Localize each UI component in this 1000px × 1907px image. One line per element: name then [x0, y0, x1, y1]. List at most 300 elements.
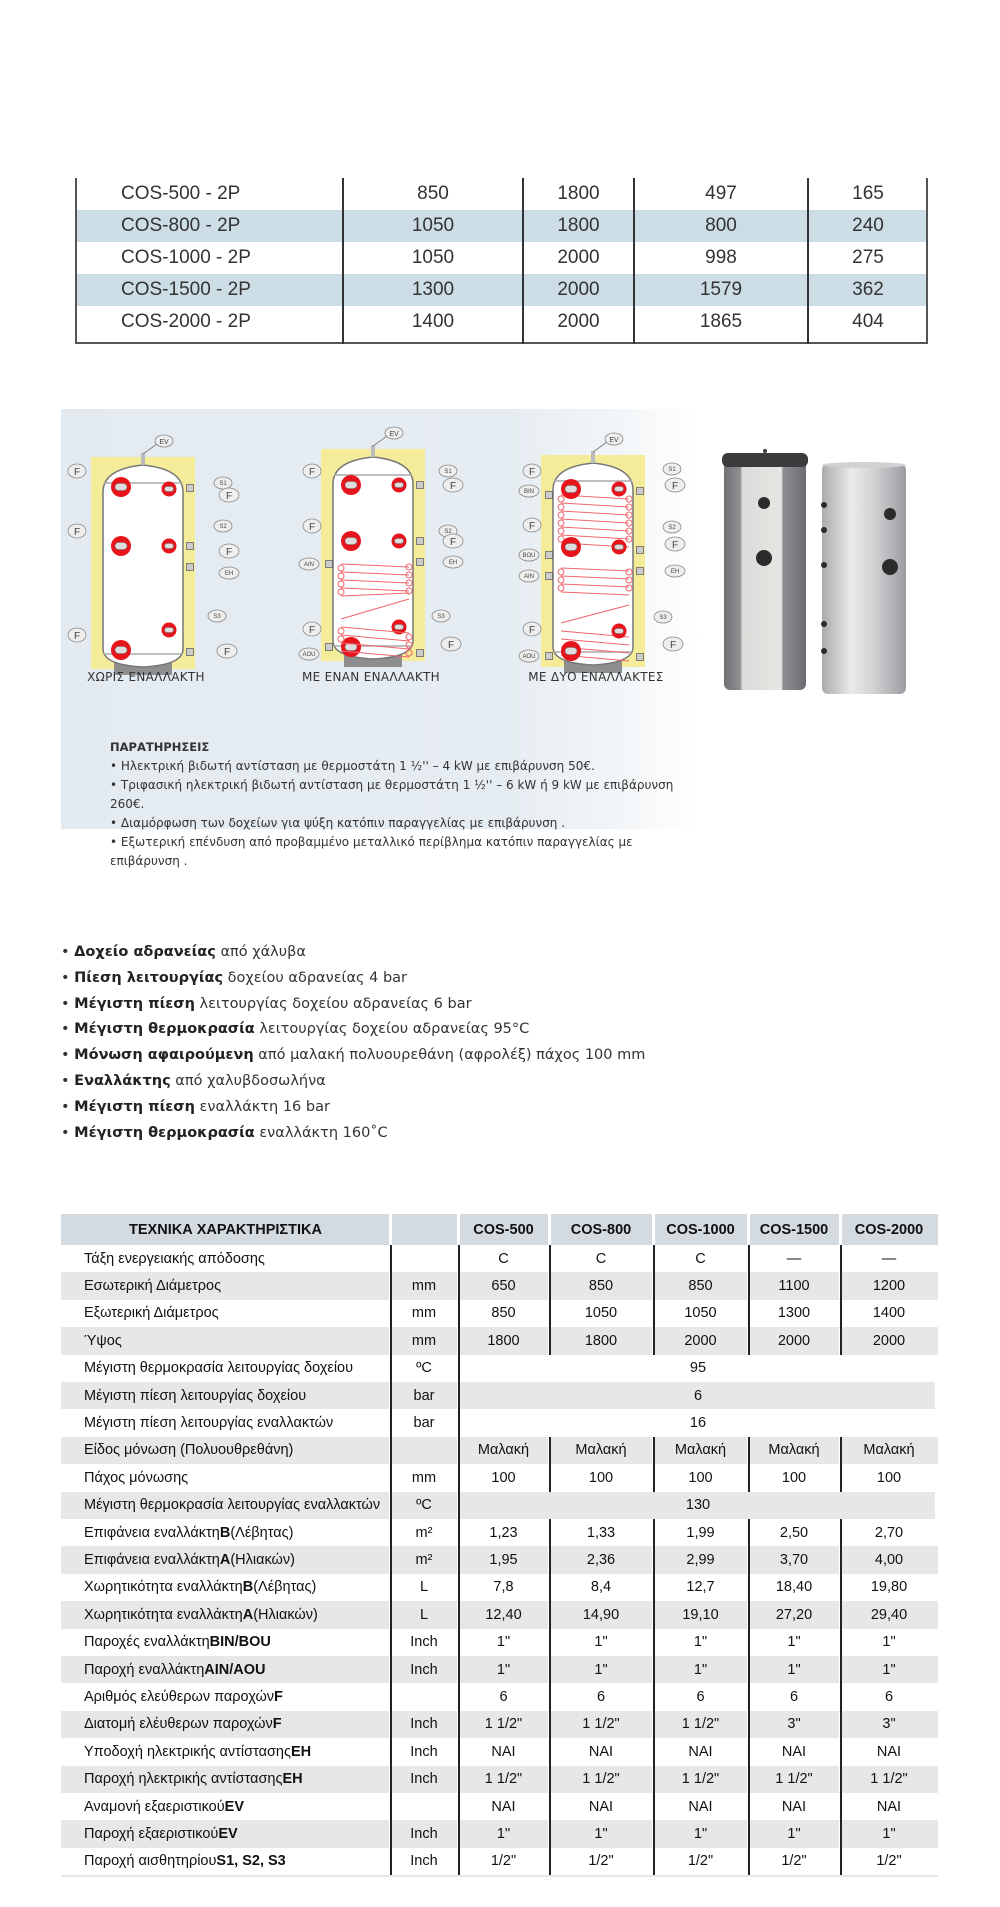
list-item: • Μέγιστη θερμοκρασία λειτουργίας δοχείου αδρανείας 95°C: [61, 1021, 530, 1038]
spec-value: Μαλακή: [768, 1442, 820, 1459]
feature-bold: Μέγιστη θερμοκρασία: [74, 1124, 255, 1141]
spec-value: 4,00: [874, 1552, 904, 1569]
spec-label-text: Παροχή εναλλάκτη: [84, 1661, 205, 1678]
spec-label-text: Αριθμός ελεύθερων παροχών: [84, 1689, 275, 1706]
header-diameter-unit: (mm): [414, 149, 452, 165]
spec-label: [61, 1437, 390, 1464]
spec-value-span: 16: [689, 1415, 707, 1432]
spec-value: 1/2": [781, 1853, 807, 1870]
spec-value: 2000: [872, 1332, 906, 1349]
caption-no-exchanger-text: ΧΩΡΙΣ ΕΝΑΛΛΑΚΤΗ: [87, 670, 205, 684]
spec-value: 1 1/2": [681, 1716, 720, 1733]
svg-text:F: F: [308, 467, 316, 478]
column-divider: [840, 1738, 842, 1765]
column-divider: [549, 1820, 551, 1847]
spec-value: 1800: [584, 1332, 618, 1349]
spec-value: —: [786, 1250, 802, 1267]
spec-value: 1,33: [586, 1524, 616, 1541]
feature-bold: Μέγιστη πίεση: [74, 1098, 195, 1115]
svg-text:S2: S2: [219, 524, 227, 530]
column-divider: [840, 1272, 842, 1299]
spec-value: 2,70: [874, 1524, 904, 1541]
spec-value: 19,10: [682, 1606, 719, 1623]
cell-code: COS-1000 - 2P: [121, 247, 251, 268]
column-divider: [458, 1711, 460, 1738]
column-divider: [549, 1574, 551, 1601]
spec-unit: L: [419, 1579, 429, 1596]
column-divider: [840, 1820, 842, 1847]
column-divider: [549, 1245, 551, 1272]
svg-text:S3: S3: [659, 615, 667, 621]
spec-label: [61, 1848, 390, 1875]
header-divider: [347, 118, 627, 121]
column-divider: [390, 1601, 392, 1628]
column-divider: [653, 1820, 655, 1847]
spec-value: Μαλακή: [674, 1442, 727, 1459]
spec-unit: Inch: [410, 1716, 438, 1733]
svg-text:BOU: BOU: [522, 553, 536, 559]
table-row: [61, 1766, 938, 1793]
column-divider: [390, 1492, 392, 1519]
column-divider: [458, 1300, 460, 1327]
spec-header-row: [61, 1214, 938, 1245]
spec-value: C: [498, 1250, 509, 1267]
spec-value: 3": [787, 1716, 801, 1733]
column-divider: [549, 1766, 551, 1793]
cell-diameter: 1400: [411, 311, 455, 332]
feature-text: λειτουργίας δοχείου αδρανείας 6 bar: [194, 995, 472, 1012]
svg-text:AOU: AOU: [302, 652, 316, 658]
cell-diameter: 850: [417, 183, 449, 204]
spec-value: 2000: [777, 1332, 811, 1349]
column-divider: [390, 1848, 392, 1875]
svg-text:S2: S2: [444, 529, 452, 535]
spec-value: 1": [787, 1634, 801, 1651]
spec-label-suffix: (Λέβητας): [253, 1579, 317, 1596]
spec-value-span: 95: [689, 1360, 707, 1377]
column-divider: [458, 1327, 460, 1354]
cell-code: COS-500 - 2P: [121, 183, 241, 204]
spec-label-bold: A: [242, 1606, 254, 1623]
column-divider: [653, 1656, 655, 1683]
svg-text:F: F: [449, 537, 457, 548]
table-row: [61, 1492, 938, 1519]
spec-label: [61, 1601, 390, 1628]
svg-text:BIN: BIN: [523, 489, 535, 495]
spec-unit: mm: [411, 1278, 437, 1295]
spec-unit: [390, 1245, 458, 1272]
spec-label: [61, 1711, 390, 1738]
spec-value: 1100: [778, 1278, 810, 1295]
svg-text:F: F: [73, 631, 81, 642]
column-divider: [458, 1519, 460, 1546]
model-header: COS-1500: [759, 1221, 829, 1238]
column-divider: [458, 1601, 460, 1628]
header-height-label: ΥΨΟΣ: [557, 131, 600, 148]
feature-bold: Πίεση λειτουργίας: [74, 969, 224, 986]
column-divider: [748, 1245, 750, 1272]
spec-label-text: Παροχή εξαεριστικού: [84, 1826, 219, 1843]
column-divider: [748, 1848, 750, 1875]
cell-capacity: 1865: [699, 311, 743, 332]
spec-label-bold: F: [272, 1716, 282, 1733]
column-divider: [633, 178, 635, 344]
tank-diagrams: EV FFF FFF FFF FFF FFF FFF S1S2S3EH AINAOU S1S2S3EH BINBOUAINAOU S1S2S3EH: [61, 409, 701, 729]
column-divider: [549, 1546, 551, 1573]
spec-value: 850: [491, 1305, 516, 1322]
spec-unit: m²: [415, 1524, 433, 1541]
svg-text:F: F: [308, 522, 316, 533]
list-item: • Πίεση λειτουργίας δοχείου αδρανείας 4 bar: [61, 969, 408, 986]
column-divider: [390, 1629, 392, 1656]
spec-value: 19,80: [870, 1579, 908, 1596]
spec-value: 12,40: [485, 1606, 522, 1623]
column-divider: [458, 1464, 460, 1491]
column-divider: [458, 1437, 460, 1464]
column-divider: [549, 1601, 551, 1628]
spec-value: 3": [882, 1716, 896, 1733]
column-divider: [522, 178, 524, 344]
column-divider: [748, 1300, 750, 1327]
column-divider: [840, 1601, 842, 1628]
spec-label: [61, 1245, 390, 1272]
header-height-unit: (mm): [560, 149, 597, 165]
column-divider: [840, 1574, 842, 1601]
table-row: [61, 1711, 938, 1738]
svg-text:F: F: [225, 547, 233, 558]
column-divider: [840, 1683, 842, 1710]
spec-label-text: Χωρητικότητα εναλλάκτη: [84, 1579, 243, 1596]
column-divider: [390, 1820, 392, 1847]
spec-value: 1": [693, 1826, 708, 1843]
svg-text:S3: S3: [437, 614, 445, 620]
spec-value: 850: [588, 1278, 614, 1295]
spec-value: 1,99: [686, 1524, 715, 1541]
spec-value: 1": [882, 1826, 896, 1843]
spec-value: 3,70: [779, 1552, 809, 1569]
column-divider: [807, 178, 809, 344]
column-divider: [390, 1546, 392, 1573]
column-divider: [653, 1629, 655, 1656]
spec-label: [61, 1272, 390, 1299]
spec-label-text: Εξωτερική Διάμετρος: [84, 1305, 219, 1322]
spec-value: 2000: [684, 1332, 717, 1349]
spec-value: 1/2": [490, 1853, 517, 1870]
caption-two-exchangers: ΜΕ ΔΥΟ ΕΝΑΛΛΑΚΤΕΣ: [528, 670, 664, 684]
spec-value: NAI: [491, 1798, 516, 1815]
spec-unit: [390, 1437, 458, 1464]
feature-bold: Μέγιστη πίεση: [74, 995, 195, 1012]
column-divider: [748, 1464, 750, 1491]
column-divider: [390, 1519, 392, 1546]
dimensions-table: [75, 73, 928, 344]
list-item: • Μέγιστη θερμοκρασία εναλλάκτη 160˚C: [61, 1124, 388, 1141]
model-header: COS-1000: [666, 1221, 735, 1238]
header-code: ΚΩΔΙΚΟΣ: [168, 115, 250, 135]
spec-value: 6: [499, 1689, 508, 1706]
spec-label: [61, 1656, 390, 1683]
spec-label-text: Παροχή αισθητηρίου: [84, 1853, 217, 1870]
feature-text: από χάλυβα: [215, 944, 306, 960]
spec-value: 1": [594, 1826, 608, 1843]
svg-text:F: F: [671, 481, 679, 492]
spec-unit: Inch: [410, 1743, 438, 1760]
spec-value: 2,99: [686, 1552, 715, 1569]
spec-label-text: Παροχές εναλλάκτη: [84, 1634, 210, 1651]
spec-label: [61, 1382, 390, 1409]
header-divider: [342, 76, 345, 178]
spec-label-bold: AIN/AOU: [204, 1661, 266, 1678]
spec-label-bold: S1, S2, S3: [216, 1853, 286, 1870]
column-divider: [748, 1793, 750, 1820]
svg-text:F: F: [223, 647, 231, 658]
column-divider: [840, 1546, 842, 1573]
tank-one-exchanger: [321, 427, 425, 667]
feature-bold: Δοχείο αδρανείας: [74, 944, 216, 960]
cell-height: 1800: [557, 183, 600, 204]
column-divider: [748, 1574, 750, 1601]
spec-label: [61, 1574, 390, 1601]
spec-value-span: 6: [693, 1387, 703, 1404]
header-weight-label: ΒΑΡΟΣ: [838, 106, 898, 124]
svg-text:EH: EH: [670, 569, 680, 575]
cell-capacity: 1579: [699, 279, 743, 300]
cell-gap: [935, 1355, 938, 1382]
note-item: • Τριφασική ηλεκτρική βιδωτή αντίσταση με θερμοστάτη 1 ½'' – 6 kW ή 9 kW με επιβάρυνση 260€.: [110, 778, 674, 811]
column-divider: [549, 1464, 551, 1491]
column-divider: [390, 1766, 392, 1793]
cell-diameter: 1050: [411, 247, 455, 268]
spec-value-span: 130: [685, 1497, 711, 1514]
spec-value: NAI: [876, 1743, 902, 1760]
column-divider: [458, 1245, 460, 1272]
spec-value: 1 1/2": [775, 1771, 813, 1788]
column-divider: [458, 1820, 460, 1847]
spec-label-suffix: (Ηλιακών): [230, 1552, 295, 1569]
column-divider: [458, 1848, 460, 1875]
spec-value: 1 1/2": [681, 1771, 720, 1788]
svg-text:S2: S2: [668, 525, 676, 531]
spec-value: 1": [594, 1661, 608, 1678]
list-item: • Μόνωση αφαιρούμενη από μαλακή πολυουρεθάνη (αφρολέξ) πάχος 100 mm: [61, 1047, 646, 1064]
table-row: [61, 1464, 938, 1491]
spec-unit: bar: [413, 1387, 435, 1404]
column-divider: [390, 1464, 392, 1491]
column-divider: [549, 1656, 551, 1683]
table-row: [61, 1601, 938, 1628]
spec-value: 1": [787, 1826, 801, 1843]
table-row: [61, 1629, 938, 1656]
spec-unit: Inch: [410, 1661, 438, 1678]
spec-label-text: Επιφάνεια εναλλάκτη: [84, 1524, 220, 1541]
cell-weight: 165: [852, 183, 884, 204]
spec-value: Μαλακή: [863, 1442, 915, 1459]
header-divider: [807, 76, 810, 178]
spec-label-bold: EH: [282, 1771, 303, 1788]
header-diameter-label: ΔΙΑΜΕΤΡΟΣ: [389, 131, 477, 148]
column-divider: [390, 1245, 392, 1272]
cell-gap: [935, 1409, 938, 1436]
notes-section: [110, 738, 701, 871]
column-divider: [458, 1382, 460, 1409]
table-row: [61, 1848, 938, 1875]
table-row: [61, 1546, 938, 1573]
column-divider: [458, 1793, 460, 1820]
cell-gap: [935, 1382, 938, 1409]
spec-label-bold: B: [219, 1524, 231, 1541]
spec-value: 1": [882, 1634, 896, 1651]
table-row: [61, 1656, 938, 1683]
unit-header: [390, 1214, 458, 1245]
feature-text: από μαλακή πολυουρεθάνη (αφρολέξ) πάχος 100 mm: [253, 1047, 646, 1064]
column-divider: [390, 1793, 392, 1820]
diagram-panel: [61, 409, 701, 868]
header-gap: [457, 1214, 460, 1245]
svg-text:AIN: AIN: [523, 574, 535, 580]
header-divider: [522, 120, 525, 178]
spec-value: 1050: [584, 1305, 618, 1322]
column-divider: [549, 1629, 551, 1656]
table-row: [61, 1683, 938, 1710]
spec-value: 1,23: [489, 1524, 518, 1541]
table-row: [61, 1519, 938, 1546]
spec-value: 1800: [487, 1332, 520, 1349]
spec-value: 100: [876, 1469, 902, 1486]
model-header: COS-2000: [854, 1221, 924, 1238]
table-row: [61, 1382, 938, 1409]
column-divider: [840, 1793, 842, 1820]
spec-label-text: Μέγιστη πίεση λειτουργίας δοχείου: [84, 1387, 307, 1404]
spec-label-text: Αναμονή εξαεριστικού: [84, 1798, 225, 1815]
column-divider: [458, 1738, 460, 1765]
cell-height: 2000: [557, 247, 600, 268]
spec-value: 1 1/2": [484, 1716, 523, 1733]
column-divider: [653, 1327, 655, 1354]
cell-capacity: 998: [705, 247, 737, 268]
spec-value: C: [695, 1250, 706, 1267]
column-divider: [653, 1711, 655, 1738]
spec-value: 29,40: [870, 1606, 908, 1623]
cell-diameter: 1050: [411, 215, 455, 236]
tank-no-exchanger: [91, 435, 195, 675]
column-divider: [840, 1464, 842, 1491]
header-weight: [808, 73, 928, 178]
spec-label-bold: BIN/BOU: [209, 1634, 271, 1651]
header-divider: [633, 76, 636, 178]
table-row: [61, 1300, 938, 1327]
feature-text: δοχείου αδρανείας 4 bar: [223, 969, 408, 986]
svg-text:F: F: [669, 640, 677, 651]
spec-label: [61, 1519, 390, 1546]
spec-unit: Inch: [410, 1771, 438, 1788]
spec-value: 100: [781, 1469, 807, 1486]
spec-unit: mm: [411, 1332, 437, 1349]
header-gap: [747, 1214, 750, 1245]
column-divider: [390, 1711, 392, 1738]
feature-bold: Εναλλάκτης: [74, 1072, 171, 1089]
column-divider: [653, 1300, 655, 1327]
spec-unit: L: [419, 1606, 429, 1623]
spec-label: [61, 1683, 390, 1710]
spec-unit: mm: [411, 1305, 437, 1322]
spec-label: [61, 1355, 390, 1382]
spec-unit: ºC: [416, 1360, 432, 1377]
column-divider: [840, 1629, 842, 1656]
cell-gap: [935, 1492, 938, 1519]
spec-label: [61, 1820, 390, 1847]
spec-label-text: Παροχή ηλεκτρικής αντίστασης: [84, 1771, 283, 1788]
column-divider: [748, 1820, 750, 1847]
table-row: [61, 1355, 938, 1382]
header-height: [523, 120, 634, 178]
column-divider: [748, 1519, 750, 1546]
spec-value: 1,95: [489, 1552, 518, 1569]
cell-height: 2000: [557, 311, 600, 332]
column-divider: [840, 1711, 842, 1738]
spec-label-text: Μέγιστη πίεση λειτουργίας εναλλακτών: [84, 1415, 334, 1432]
features-list: [61, 940, 645, 1146]
notes-title: ΠΑΡΑΤΗΡΗΣΕΙΣ: [110, 740, 210, 754]
column-divider: [748, 1738, 750, 1765]
spec-value: NAI: [588, 1798, 614, 1815]
column-divider: [748, 1272, 750, 1299]
table-row: [61, 1409, 938, 1436]
column-divider: [748, 1766, 750, 1793]
svg-text:F: F: [528, 625, 536, 636]
column-divider: [653, 1272, 655, 1299]
spec-value: 850: [688, 1278, 713, 1295]
spec-value: 18,40: [775, 1579, 813, 1596]
spec-label-text: Υποδοχή ηλεκτρικής αντίστασης: [84, 1743, 291, 1760]
column-divider: [653, 1245, 655, 1272]
spec-label: [61, 1409, 390, 1436]
table-row: [61, 1327, 938, 1354]
cell-code: COS-800 - 2P: [121, 215, 241, 236]
spec-label-text: Πάχος μόνωσης: [84, 1469, 189, 1486]
column-divider: [390, 1409, 392, 1436]
spec-value: C: [595, 1250, 607, 1267]
spec-value: 1": [594, 1634, 608, 1651]
model-header: COS-800: [570, 1221, 632, 1238]
column-divider: [840, 1766, 842, 1793]
column-divider: [549, 1327, 551, 1354]
spec-label-bold: EV: [224, 1798, 244, 1815]
cell-height: 1800: [557, 215, 600, 236]
spec-value: 100: [491, 1469, 516, 1486]
feature-text: εναλλάκτη 160˚C: [254, 1124, 388, 1141]
spec-value: Μαλακή: [477, 1442, 530, 1459]
caption-one-exchanger: ΜΕ ΕΝΑΝ ΕΝΑΛΛΑΚΤΗ: [301, 670, 441, 684]
column-divider: [748, 1327, 750, 1354]
spec-title: ΤΕΧΝΙΚΑ ΧΑΡΑΚΤΗΡΙΣΤΙΚΑ: [129, 1221, 322, 1238]
svg-text:F: F: [73, 467, 81, 478]
svg-text:AOU: AOU: [522, 654, 536, 660]
list-item: • Εναλλάκτης από χαλυβδοσωλήνα: [61, 1072, 326, 1089]
svg-text:F: F: [225, 491, 233, 502]
spec-label-bold: EV: [218, 1826, 238, 1843]
spec-label: [61, 1327, 390, 1354]
header-diameter: [343, 120, 523, 178]
column-divider: [748, 1546, 750, 1573]
spec-value: 2,50: [779, 1524, 809, 1541]
spec-value: 6: [884, 1689, 894, 1706]
spec-value: 1": [496, 1634, 511, 1651]
column-divider: [458, 1272, 460, 1299]
spec-label-suffix: (Ηλιακών): [253, 1606, 318, 1623]
svg-text:S1: S1: [444, 469, 452, 475]
header-gap: [839, 1214, 842, 1245]
column-divider: [748, 1629, 750, 1656]
